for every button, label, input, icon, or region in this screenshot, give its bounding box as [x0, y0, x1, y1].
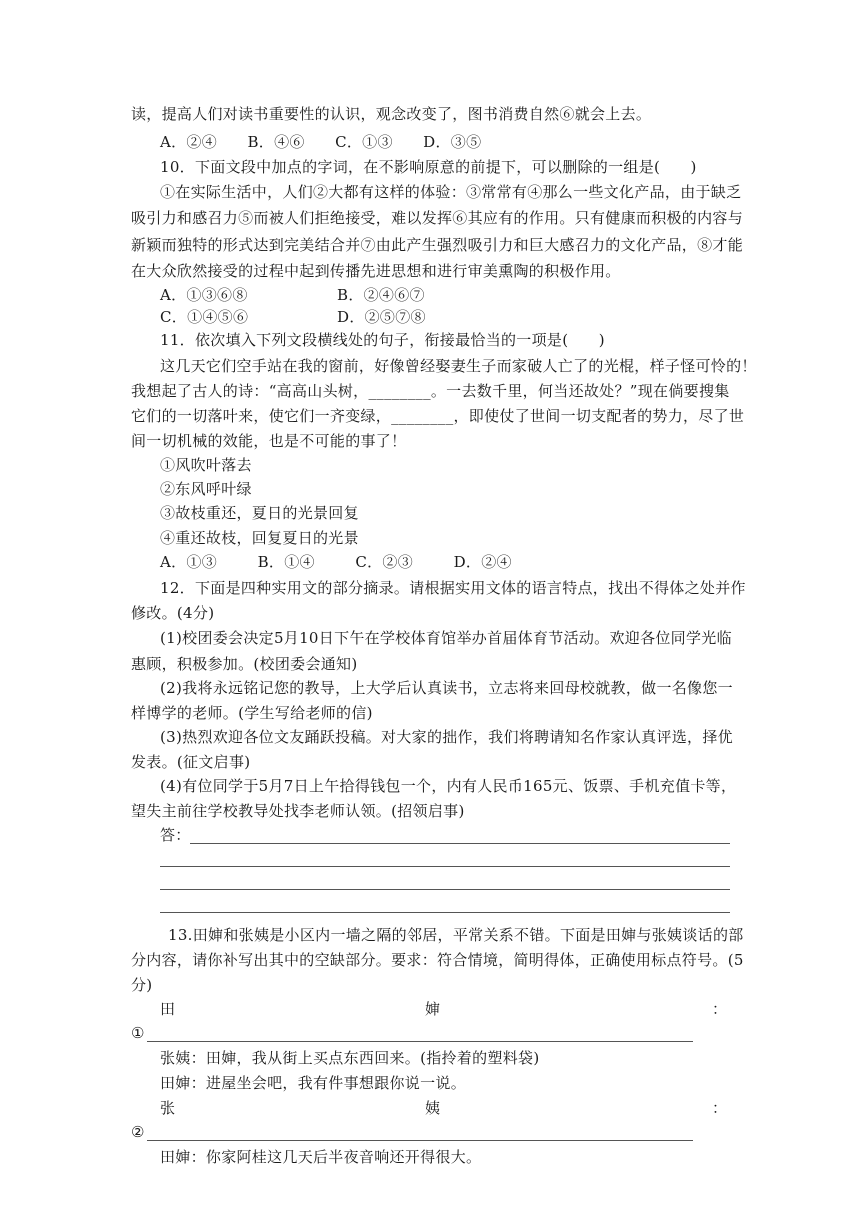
- q12-stem: 12．下面是四种实用文的部分摘录。请根据实用文体的语言特点，找出不得体之处并作: [160, 579, 746, 597]
- q11-choice-3: ③故枝重还，夏日的光景回复: [160, 504, 359, 522]
- blank-marker-1: ①: [131, 1024, 145, 1042]
- speaker-zhang: 张: [160, 1099, 176, 1117]
- q11-passage-line: 我想起了古人的诗：“高高山头树，________。一去数千里，何当还故处？”现在倘要搜集: [131, 382, 730, 400]
- answer-line[interactable]: [160, 912, 730, 913]
- q12-item-1: (1)校团委会决定5月10日下午在学校体育馆举办首届体育节活动。欢迎各位同学光临: [160, 629, 732, 647]
- q10-passage-line: ①在实际生活中，人们②大都有这样的体验：③常常有④那么一些文化产品，由于缺乏: [160, 183, 742, 201]
- q12-item-3: 发表。(征文启事): [131, 753, 251, 771]
- answer-line[interactable]: [190, 843, 730, 844]
- q11-passage-line: 间一切机械的效能，也是不可能的事了！: [131, 432, 407, 450]
- q13-stem: 分内容，请你补写出其中的空缺部分。要求：符合情境，简明得体，正确使用标点符号。(5: [131, 951, 744, 969]
- q9-stem-continuation: 读，提高人们对读书重要性的认识，观念改变了，图书消费自然⑥就会上去。: [131, 105, 652, 123]
- q10-passage-line: 在大众欣然接受的过程中起到传播先进思想和进行审美熏陶的积极作用。: [131, 262, 621, 280]
- answer-line[interactable]: [160, 889, 730, 890]
- speaker-yi: 姨: [425, 1099, 441, 1117]
- q13-stem: 分): [131, 976, 153, 994]
- speaker-shen: 婶: [425, 1000, 441, 1018]
- speaker-tian: 田: [160, 1000, 176, 1018]
- dialogue-tian: 田婶：进屋坐会吧，我有件事想跟你说一说。: [160, 1074, 467, 1092]
- q10-option-a: A．①③⑥⑧: [160, 286, 248, 304]
- answer-line[interactable]: [160, 866, 730, 867]
- q11-choice-1: ①风吹叶落去: [160, 456, 252, 474]
- q10-passage-line: 新颖而独特的形式达到完美结合并⑦由此产生强烈吸引力和巨大感召力的文化产品，⑧才能: [131, 236, 744, 254]
- q12-stem: 修改。(4分): [131, 604, 215, 622]
- blank-line-1[interactable]: [147, 1041, 693, 1042]
- q12-item-4: (4)有位同学于5月7日上午拾得钱包一个，内有人民币165元、饭票、手机充值卡等，: [160, 777, 737, 795]
- dialogue-zhang: 张姨：田婶，我从街上买点东西回来。(指拎着的塑料袋): [160, 1049, 540, 1067]
- q11-choice-2: ②东风呼叶绿: [160, 480, 252, 498]
- q12-item-4: 望失主前往学校教导处找李老师认领。(招领启事): [131, 802, 465, 820]
- q12-item-3: (3)热烈欢迎各位文友踊跃投稿。对大家的拙作，我们将聘请知名作家认真评选，择优: [160, 728, 733, 746]
- blank-line-2[interactable]: [147, 1140, 693, 1141]
- q11-stem: 11．依次填入下列文段横线处的句子，衔接最恰当的一项是( ): [160, 331, 605, 349]
- q11-options: A．①③ B．①④ C．②③ D．②④: [160, 553, 512, 571]
- q11-choice-4: ④重还故枝，回复夏日的光景: [160, 529, 359, 547]
- q11-passage-line: 它们的一切落叶来，使它们一齐变绿，________，即使仗了世间一切支配者的势力，尽了世: [131, 407, 745, 425]
- q9-options: A．②④ B．④⑥ C．①③ D．③⑤: [160, 133, 482, 151]
- speaker-colon: ：: [712, 1099, 728, 1117]
- q10-option-d: D．②⑤⑦⑧: [337, 308, 426, 326]
- speaker-colon: ：: [712, 1000, 728, 1018]
- dialogue-tian: 田婶：你家阿桂这几天后半夜音响还开得很大。: [160, 1148, 482, 1166]
- q10-stem: 10．下面文段中加点的字词，在不影响原意的前提下，可以删除的一组是( ): [160, 158, 697, 176]
- blank-marker-2: ②: [131, 1123, 145, 1141]
- q11-passage-line: 这几天它们空手站在我的窗前，好像曾经娶妻生子而家破人亡了的光棍，样子怪可怜的！: [160, 357, 757, 375]
- q12-item-2: (2)我将永远铭记您的教导，上大学后认真读书，立志将来回母校就教，做一名像您一: [160, 679, 733, 697]
- q13-stem: 13.田婶和张姨是小区内一墙之隔的邻居，平常关系不错。下面是田婶与张姨谈话的部: [168, 926, 744, 944]
- q10-passage-line: 吸引力和感召力⑤而被人们拒绝接受，难以发挥⑥其应有的作用。只有健康而积极的内容与: [131, 209, 744, 227]
- q10-option-b: B．②④⑥⑦: [337, 286, 425, 304]
- q10-option-c: C．①④⑤⑥: [160, 308, 249, 326]
- q12-item-2: 样博学的老师。(学生写给老师的信): [131, 704, 373, 722]
- q12-item-1: 惠顾，积极参加。(校团委会通知): [131, 655, 358, 673]
- q12-answer-label: 答：: [160, 826, 191, 844]
